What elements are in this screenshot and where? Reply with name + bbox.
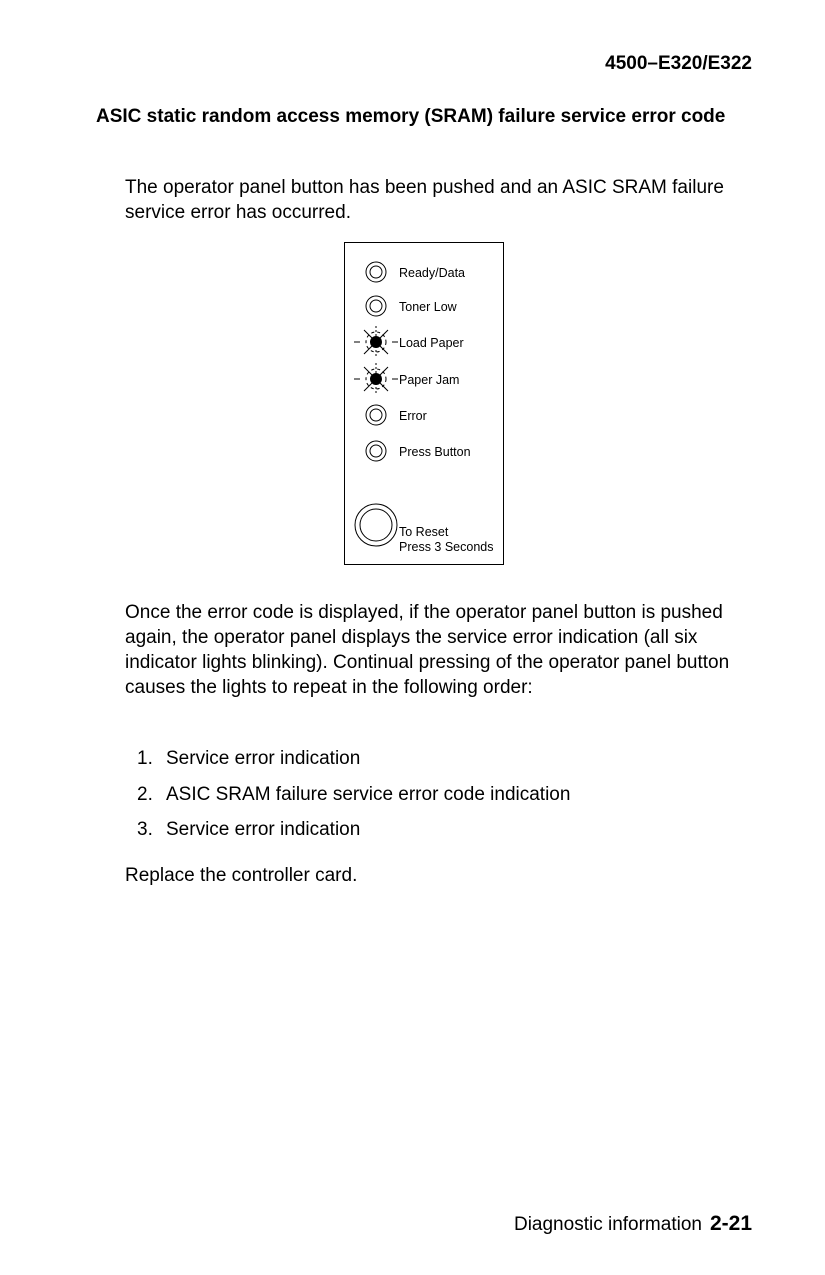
reset-label-line1: To Reset — [399, 525, 449, 539]
step-text: Service error indication — [166, 819, 361, 840]
operator-panel-button — [355, 504, 397, 546]
error-label: Error — [399, 409, 427, 423]
load-paper-blinking-light — [354, 326, 398, 358]
action-paragraph: Replace the controller card. — [125, 865, 358, 886]
running-header-code: 4500–E320/E322 — [605, 53, 752, 74]
page-footer — [514, 1212, 752, 1236]
page-number: 2-21 — [709, 1212, 752, 1235]
press-button-light — [366, 441, 386, 461]
list-item — [137, 746, 570, 782]
section-title: ASIC static random access memory (SRAM) failure service error code — [96, 106, 726, 127]
intro-paragraph: The operator panel button has been pushed and an ASIC SRAM failure service error has occurred. — [125, 177, 724, 223]
paper-jam-blinking-light — [354, 363, 398, 395]
operator-panel-diagram — [344, 242, 504, 565]
load-paper-label: Load Paper — [399, 336, 464, 350]
description-paragraph: Once the error code is displayed, if the operator panel button is pushed again, the operator panel displays the service error indication (all six indicator lights blinking). Continual pressing of the operator panel button causes the lights to repeat in the following order: — [125, 602, 730, 698]
press-button-label: Press Button — [399, 445, 471, 459]
toner-low-light — [366, 296, 386, 316]
step-number: 3. — [137, 819, 153, 840]
list-item — [137, 817, 570, 853]
step-number: 1. — [137, 748, 153, 769]
error-light — [366, 405, 386, 425]
step-text: Service error indication — [166, 748, 361, 769]
toner-low-label: Toner Low — [399, 300, 457, 314]
reset-label-line2: Press 3 Seconds — [399, 540, 494, 554]
ready-data-light — [366, 262, 386, 282]
paper-jam-label: Paper Jam — [399, 373, 460, 387]
steps-list — [137, 746, 570, 853]
step-text: ASIC SRAM failure service error code indication — [166, 783, 571, 805]
list-item — [137, 782, 570, 818]
step-number: 2. — [137, 783, 153, 805]
footer-section-name: Diagnostic information — [513, 1214, 702, 1235]
ready-data-label: Ready/Data — [399, 266, 466, 280]
panel-border — [345, 243, 504, 565]
